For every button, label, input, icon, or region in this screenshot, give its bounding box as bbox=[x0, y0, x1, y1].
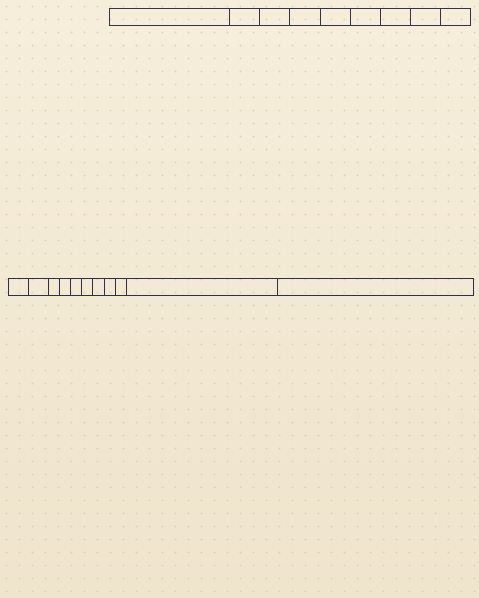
p-header bbox=[49, 279, 60, 296]
fri-header bbox=[350, 9, 380, 26]
i-header bbox=[60, 279, 71, 296]
wed-header bbox=[290, 9, 320, 26]
thu-header bbox=[320, 9, 350, 26]
tue-header bbox=[260, 9, 290, 26]
medication-header bbox=[110, 9, 230, 26]
o-header bbox=[29, 279, 49, 296]
symptoms-header bbox=[126, 279, 277, 296]
medication-header-row bbox=[110, 9, 471, 26]
week-total-header bbox=[440, 9, 470, 26]
zero-header bbox=[104, 279, 115, 296]
migraine-line-chart bbox=[86, 132, 476, 250]
chart-svg bbox=[86, 132, 476, 250]
f-header bbox=[82, 279, 93, 296]
day-header bbox=[9, 279, 29, 296]
empty-header bbox=[115, 279, 126, 296]
symptoms-table-body bbox=[9, 296, 474, 598]
symptoms-table bbox=[8, 278, 474, 598]
sat-header bbox=[380, 9, 410, 26]
notes-header bbox=[278, 279, 474, 296]
e-header bbox=[71, 279, 82, 296]
title-area bbox=[9, 40, 81, 255]
symptoms-header-row bbox=[9, 279, 474, 296]
s-header bbox=[93, 279, 104, 296]
mon-header bbox=[230, 9, 260, 26]
medication-table bbox=[109, 8, 471, 26]
sun-header bbox=[410, 9, 440, 26]
